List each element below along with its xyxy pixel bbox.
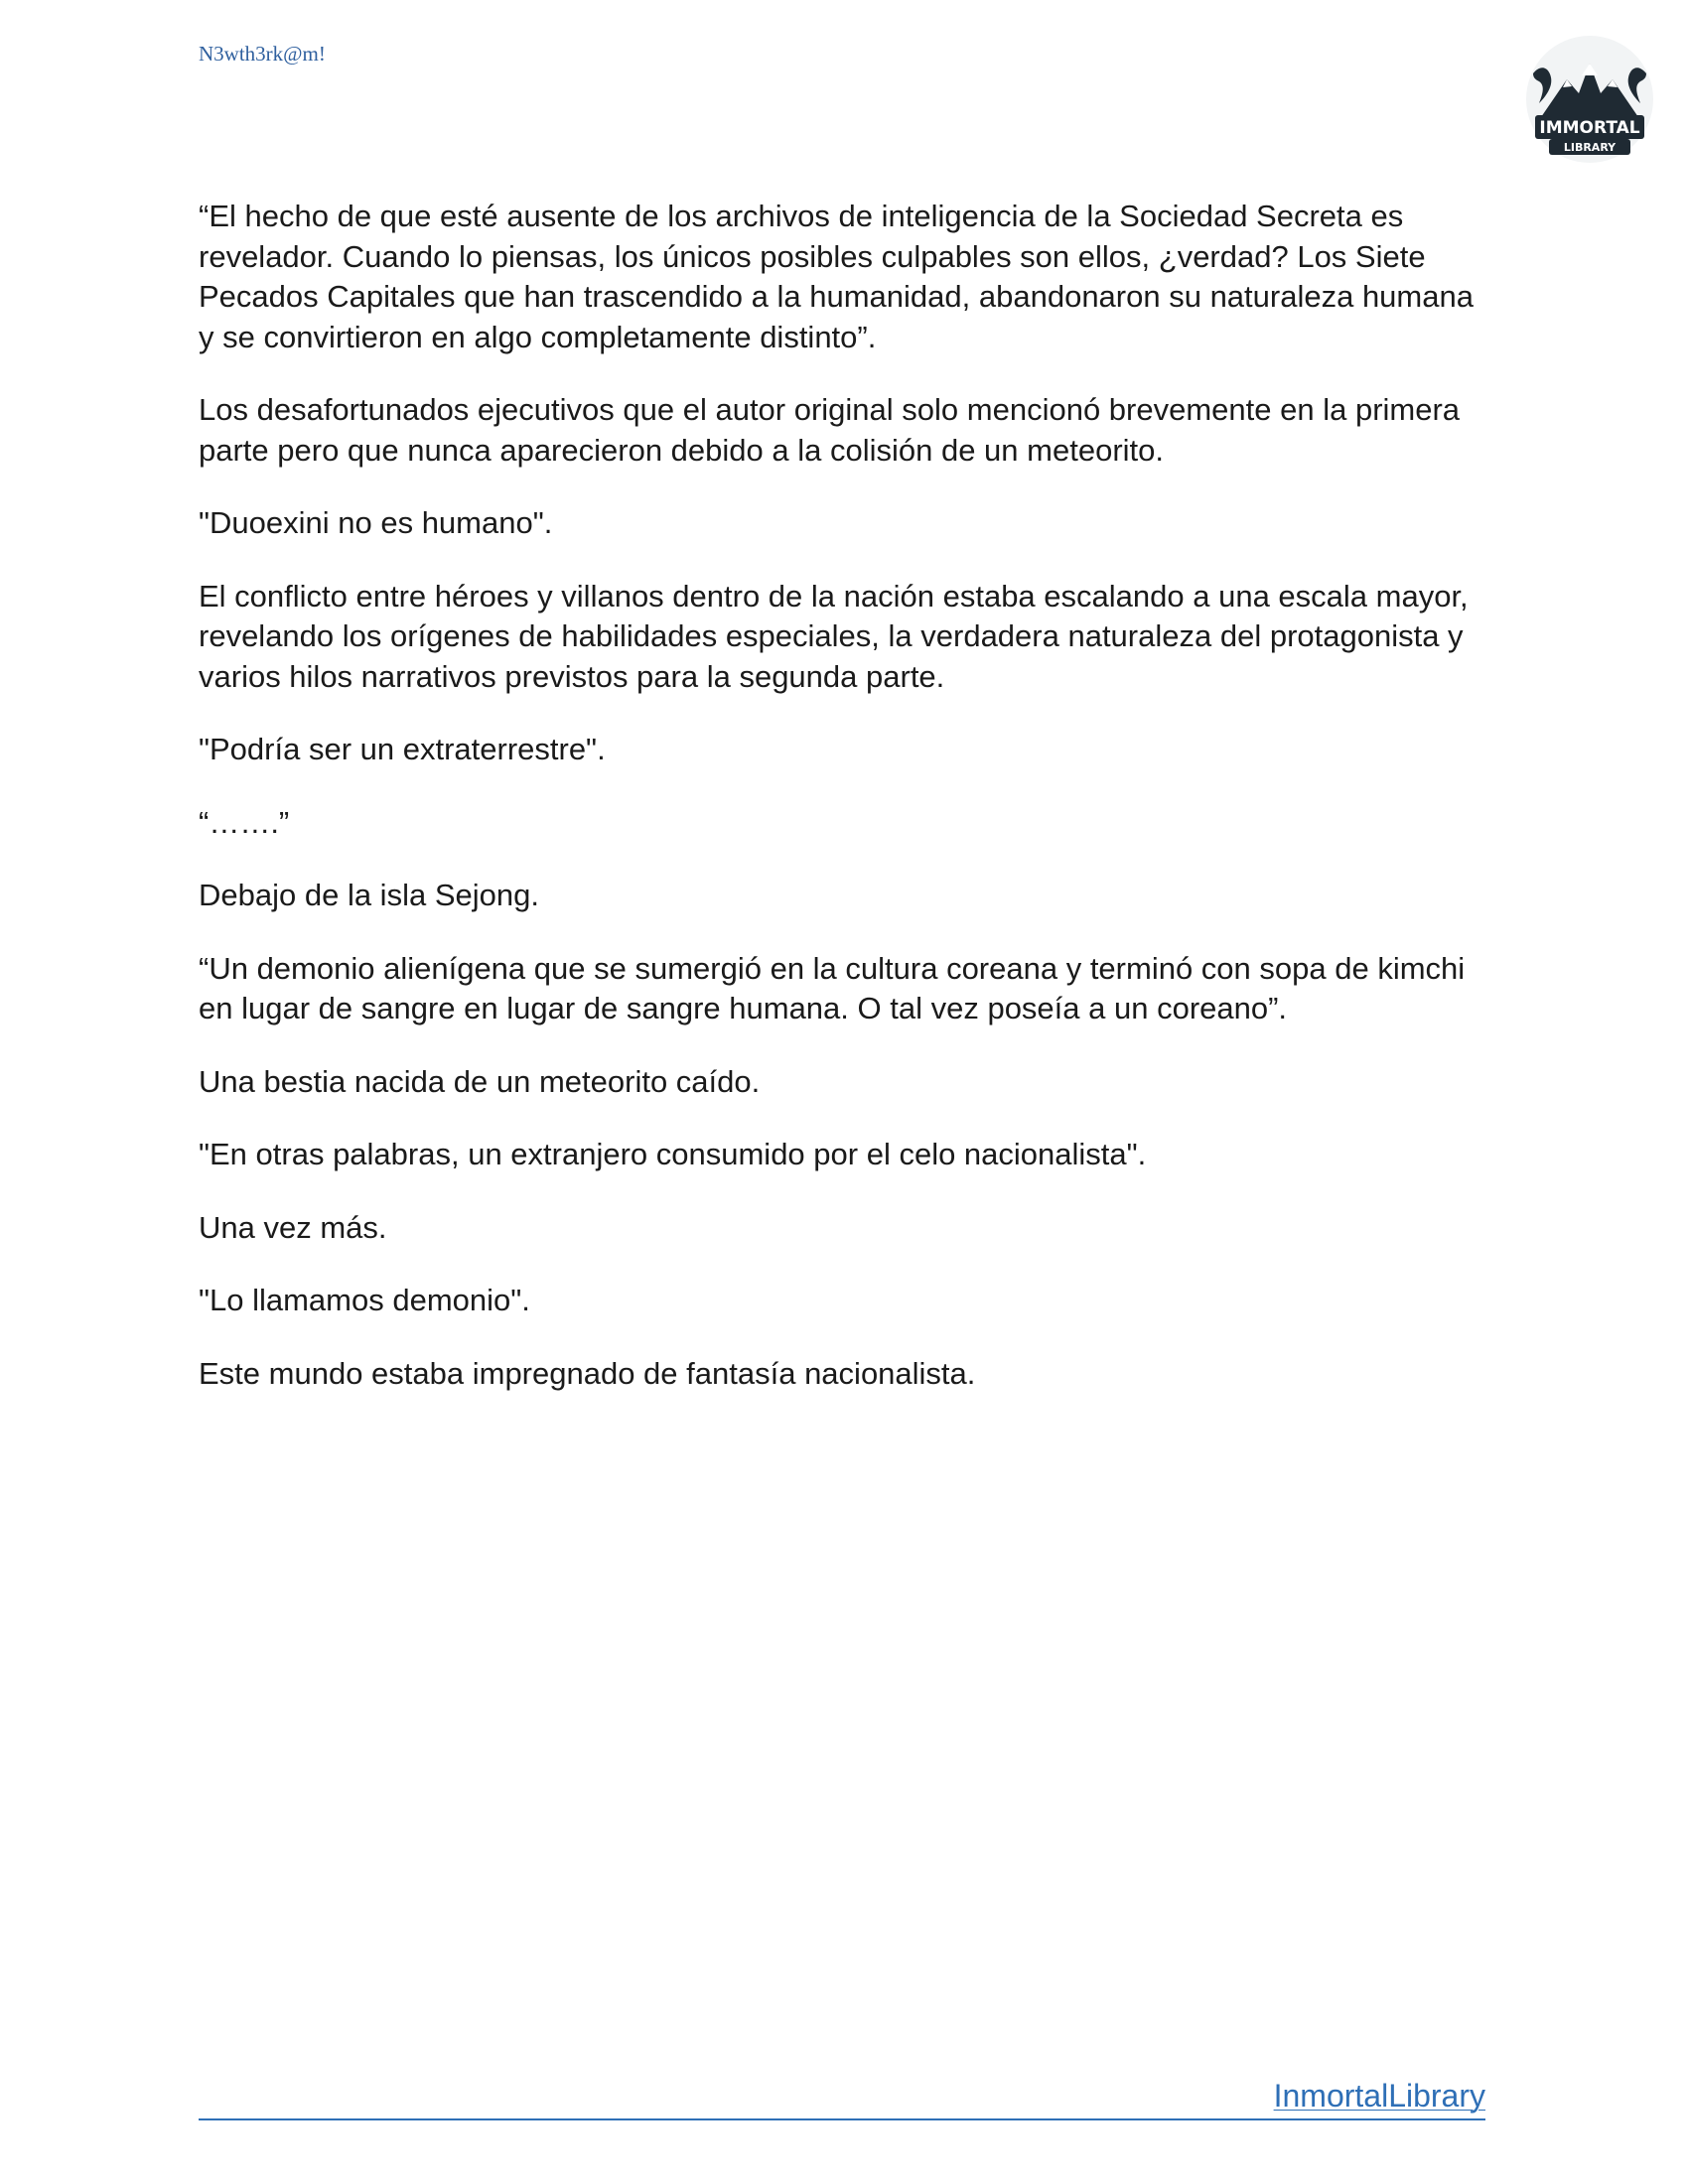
footer-link[interactable]: InmortalLibrary [1273, 2078, 1485, 2114]
paragraph: “El hecho de que esté ausente de los archivos de inteligencia de la Sociedad Secreta es revelador. Cuando lo piensas, los únicos posibles culpables son ellos, ¿verdad? Los Siete Pecados Capitales que han trascendido a la humanidad, abandonaron su naturaleza humana y se convirtieron en algo completamente distinto”. [199, 199, 1474, 354]
paragraph: Una vez más. [199, 1209, 387, 1245]
chapter-body [199, 197, 1489, 1427]
logo-text-bottom: LIBRARY [1563, 141, 1617, 154]
paragraph: El conflicto entre héroes y villanos dentro de la nación estaba escalando a una escala mayor, revelando los orígenes de habilidades especiales, la verdadera naturaleza del protagonista y varios hilos narrativos previstos para la segunda parte. [199, 578, 1469, 694]
logo-text-top: IMMORTAL [1539, 118, 1640, 138]
header-watermark: N3wth3rk@m! [199, 42, 326, 66]
immortal-library-logo [1519, 34, 1660, 165]
paragraph: Una bestia nacida de un meteorito caído. [199, 1063, 761, 1099]
paragraph: "Podría ser un extraterrestre". [199, 732, 606, 766]
paragraph: Este mundo estaba impregnado de fantasía nacionalista. [199, 1355, 976, 1391]
paragraph: "En otras palabras, un extranjero consumido por el celo nacionalista". [199, 1137, 1147, 1171]
paragraph: Los desafortunados ejecutivos que el autor original solo mencionó brevemente en la primera parte pero que nunca aparecieron debido a la colisión de un meteorito. [199, 392, 1461, 468]
paragraph: “Un demonio alienígena que se sumergió en la cultura coreana y terminó con sopa de kimchi en lugar de sangre en lugar de sangre humana. O tal vez poseía a un coreano”. [199, 950, 1466, 1025]
page-footer [199, 2075, 1485, 2120]
paragraph: “…….” [199, 804, 290, 840]
paragraph: "Duoexini no es humano". [199, 505, 553, 540]
paragraph: "Lo llamamos demonio". [199, 1283, 530, 1317]
paragraph: Debajo de la isla Sejong. [199, 878, 539, 912]
